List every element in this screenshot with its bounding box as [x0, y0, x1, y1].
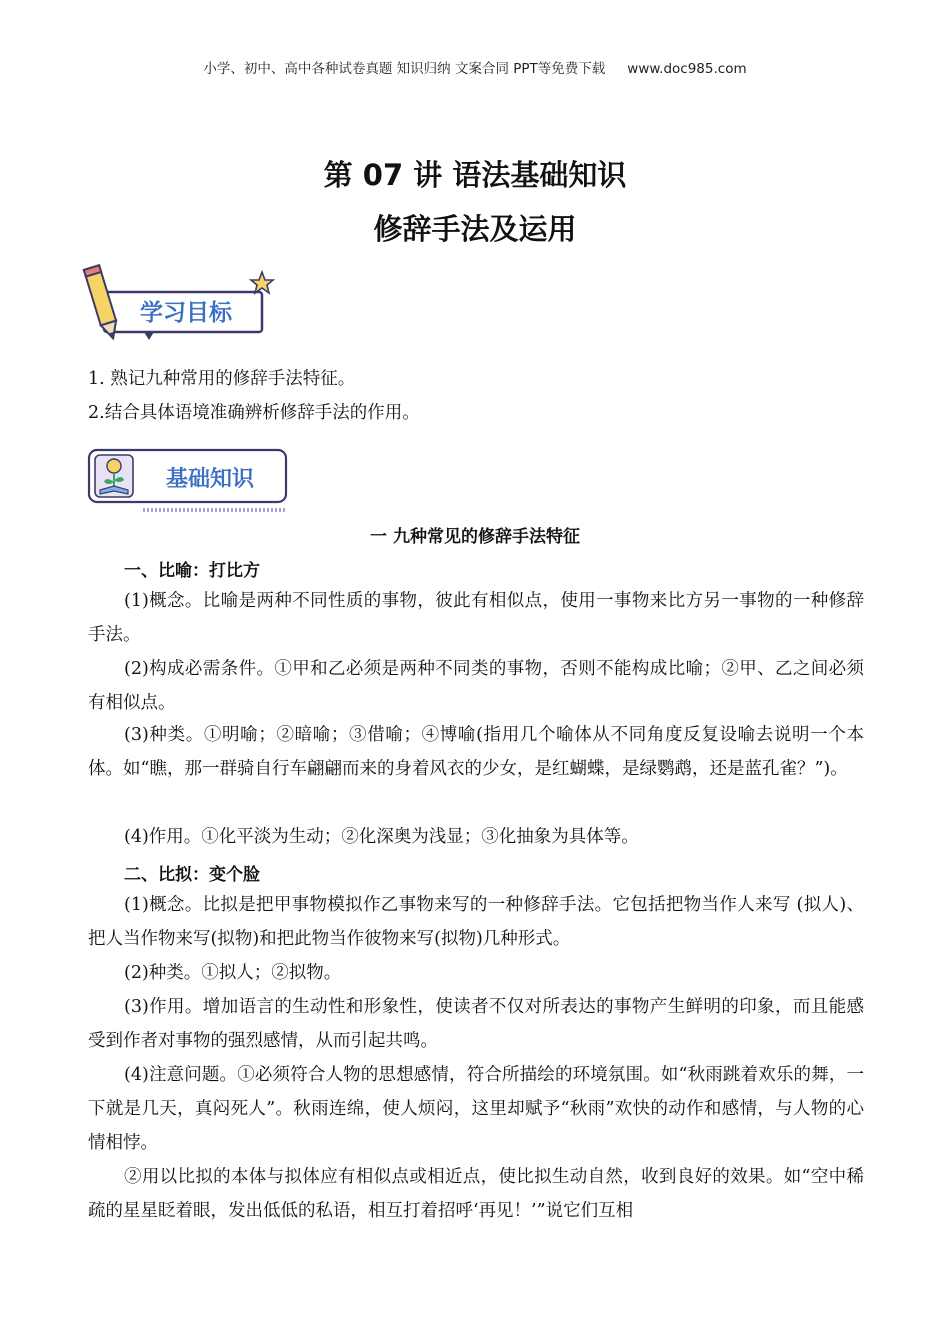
header-url[interactable]: www.doc985.com	[627, 61, 747, 77]
header-text: 小学、初中、高中各种试卷真题 知识归纳 文案合同 PPT等免费下载	[203, 61, 606, 77]
goal-1: 1. 熟记九种常用的修辞手法特征。	[88, 369, 356, 389]
goals-badge-label: 学习目标	[140, 300, 232, 326]
personification-types: (2)种类。①拟人；②拟物。	[124, 963, 342, 983]
personification-notes-2: ②用以比拟的本体与拟体应有相似点或相近点，使比拟生动自然，收到良好的效果。如“空中稀疏的星星眨着眼，发出低低的私语，相互打着招呼‘再见！’”说它们互相	[88, 1167, 864, 1221]
title-line-2: 修辞手法及运用	[373, 212, 577, 246]
basics-badge-label: 基础知识	[165, 467, 255, 492]
page-header	[0, 57, 950, 77]
section-title: 一 九种常见的修辞手法特征	[370, 527, 580, 547]
metaphor-heading: 一、比喻：打比方	[124, 561, 260, 581]
personification-concept: (1)概念。比拟是把甲事物模拟作乙事物来写的一种修辞手法。它包括把物当作人来写 (拟人)、把人当作物来写(拟物)和把此物当作彼物来写(拟物)几种形式。	[88, 895, 864, 949]
metaphor-types: (3)种类。①明喻；②暗喻；③借喻；④博喻(指用几个喻体从不同角度反复设喻去说明一个本体。如“瞧，那一群骑自行车翩翩而来的身着风衣的少女，是红蝴蝶，是绿鹦鹉，还是蓝孔雀？”)。	[88, 725, 864, 779]
metaphor-concept: (1)概念。比喻是两种不同性质的事物，彼此有相似点，使用一事物来比方另一事物的一种修辞手法。	[88, 591, 864, 645]
learning-goals-badge	[82, 262, 282, 346]
personification-notes: (4)注意问题。①必须符合人物的思想感情，符合所描绘的环境氛围。如“秋雨跳着欢乐的舞，一下就是几天，真闷死人”。秋雨连绵，使人烦闷，这里却赋予“秋雨”欢快的动作和感情，与人物的心情相悖。	[88, 1065, 864, 1153]
goal-2: 2.结合具体语境准确辨析修辞手法的作用。	[88, 403, 420, 423]
metaphor-effects: (4)作用。①化平淡为生动；②化深奥为浅显；③化抽象为具体等。	[124, 827, 639, 847]
personification-effects: (3)作用。增加语言的生动性和形象性，使读者不仅对所表达的事物产生鲜明的印象，而且能感受到作者对事物的强烈感情，从而引起共鸣。	[88, 997, 864, 1051]
pencil-star-icon	[82, 262, 282, 346]
metaphor-conditions: (2)构成必需条件。①甲和乙必须是两种不同类的事物，否则不能构成比喻；②甲、乙之间必须有相似点。	[88, 659, 864, 713]
personification-heading: 二、比拟：变个脸	[124, 865, 260, 885]
lightbulb-book-icon	[86, 446, 291, 514]
title-line-1: 第 07 讲 语法基础知识	[323, 158, 627, 192]
basics-badge	[86, 446, 291, 514]
